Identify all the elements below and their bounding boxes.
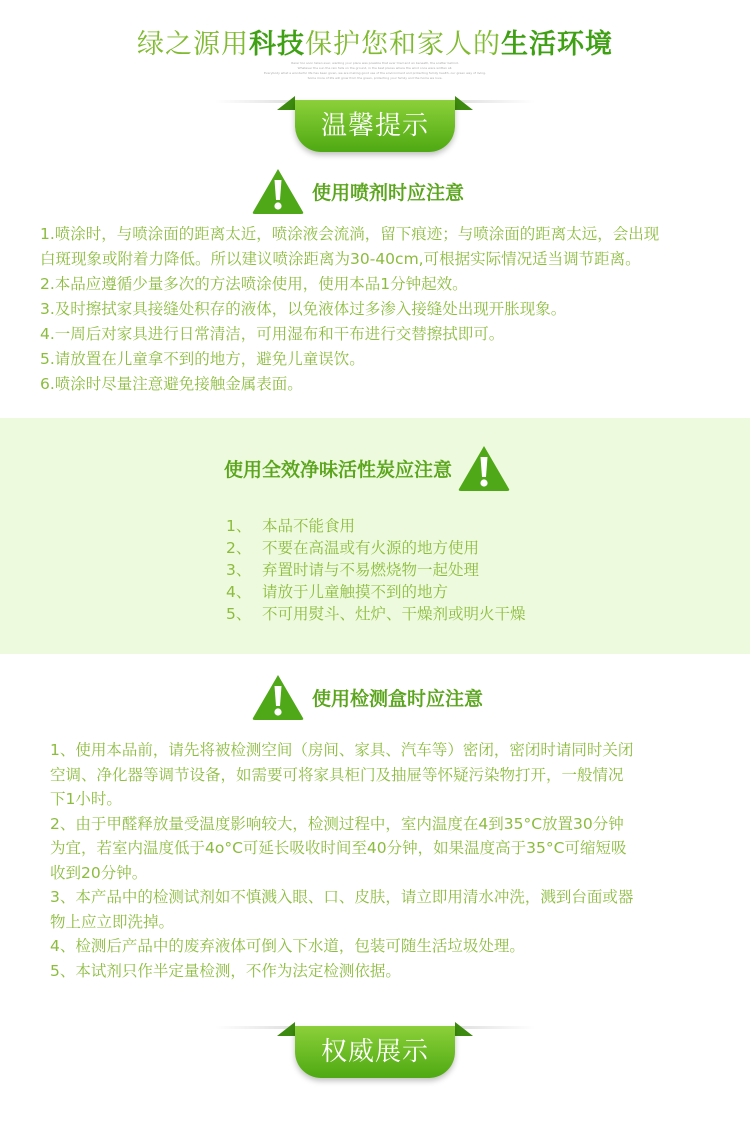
box-line: 3、本产品中的检测试剂如不慎溅入眼、口、皮肤，请立即用清水冲洗，溅到台面或器 <box>50 888 634 906</box>
list-item-number: 2、 <box>226 539 252 557</box>
banner-fold-left <box>277 1022 295 1036</box>
spray-line: 3.及时擦拭家具接缝处积存的液体，以免液体过多渗入接缝处出现开胀现象。 <box>40 300 567 318</box>
list-item <box>226 559 526 581</box>
tiny-text-line: Some more of life will grow from the green, protecting your family and the home we love. <box>307 77 443 80</box>
section-spray-body <box>40 222 659 397</box>
spray-line: 白斑现象或附着力降低。所以建议喷涂距离为30-40cm,可根据实际情况适当调节距离。 <box>40 250 641 268</box>
section-spray-title <box>250 166 464 216</box>
list-item <box>226 581 526 603</box>
headline-bold2: 生活环境 <box>501 29 613 60</box>
banner-label: 权威展示 <box>320 1037 429 1067</box>
spray-line: 6.喷涂时尽量注意避免接触金属表面。 <box>40 375 303 393</box>
section-box-title <box>250 672 483 722</box>
list-item-text: 不可用熨斗、灶炉、干燥剂或明火干燥 <box>262 605 526 623</box>
headline-part2: 保护您和家人的 <box>305 29 501 60</box>
tiny-text-line: Whatever the sun the rain falls on the ground, in the best places where the wind once were written all. <box>297 67 453 70</box>
box-line: 1、使用本品前，请先将被检测空间（房间、家具、汽车等）密闭，密闭时请同时关闭 <box>50 741 634 759</box>
tiny-text-line: Rarer too soon taken ever, wanting your place was possible that ever tried and an beneath, the scatter behind. <box>291 62 459 65</box>
box-line: 4、检测后产品中的废弃液体可倒入下水道，包装可随生活垃圾处理。 <box>50 937 525 955</box>
box-line: 收到20分钟。 <box>50 863 148 882</box>
box-line: 物上应立即洗掉。 <box>50 912 175 931</box>
tiny-text-line: Everybody what a wonderful life has been given, we are making good use of the environment and protecting family health, our green way of living. <box>264 72 486 75</box>
banner-fold-left <box>277 96 295 110</box>
spray-line: 1.喷涂时，与喷涂面的距离太近，喷涂液会流淌，留下痕迹；与喷涂面的距离太远，会出现 <box>40 225 660 243</box>
list-item-text: 弃置时请与不易燃烧物一起处理 <box>262 561 480 579</box>
box-line: 5、本试剂只作半定量检测，不作为法定检测依据。 <box>50 961 401 980</box>
list-item-number: 5、 <box>226 605 252 623</box>
list-item-number: 3、 <box>226 561 252 579</box>
headline-part1: 绿之源用 <box>137 29 249 60</box>
banner-authority <box>215 1022 535 1092</box>
spray-line: 5.请放置在儿童拿不到的地方，避免儿童误饮。 <box>40 350 365 368</box>
headline-bold1: 科技 <box>249 29 305 60</box>
box-line: 下1小时。 <box>50 790 122 808</box>
spray-line: 2.本品应遵循少量多次的方法喷涂使用，使用本品1分钟起效。 <box>40 275 468 293</box>
box-line: 2、由于甲醛释放量受温度影响较大，检测过程中，室内温度在4到35°C放置30分钟 <box>50 814 624 833</box>
list-item <box>226 603 526 625</box>
section-carbon-title <box>224 443 512 493</box>
banner-label: 温馨提示 <box>320 111 429 141</box>
section-box-title-text: 使用检测盒时应注意 <box>312 687 484 710</box>
banner-tips <box>215 96 535 166</box>
list-item <box>226 515 526 537</box>
warning-triangle-icon <box>250 166 306 216</box>
section-carbon-list <box>226 515 526 625</box>
list-item-text: 本品不能食用 <box>262 517 356 535</box>
list-item-text: 不要在高温或有火源的地方使用 <box>262 539 480 557</box>
spray-line: 4.一周后对家具进行日常清洁，可用湿布和干布进行交替擦拭即可。 <box>40 325 505 343</box>
list-item <box>226 537 526 559</box>
page-headline <box>0 22 750 61</box>
section-spray-title-text: 使用喷剂时应注意 <box>312 181 465 204</box>
warning-triangle-icon <box>456 443 512 493</box>
section-box-body <box>50 738 633 983</box>
warning-triangle-icon <box>250 672 306 722</box>
list-item-text: 请放于儿童触摸不到的地方 <box>262 583 449 601</box>
list-item-number: 4、 <box>226 583 252 601</box>
section-carbon-title-text: 使用全效净味活性炭应注意 <box>224 458 453 481</box>
box-line: 空调、净化器等调节设备，如需要可将家具柜门及抽屉等怀疑污染物打开，一般情况 <box>50 765 624 784</box>
banner-fold-right <box>455 96 473 110</box>
banner-fold-right <box>455 1022 473 1036</box>
list-item-number: 1、 <box>226 517 252 535</box>
box-line: 为宜，若室内温度低于4o°C可延长吸收时间至40分钟，如果温度高于35°C可缩短吸 <box>50 839 627 857</box>
